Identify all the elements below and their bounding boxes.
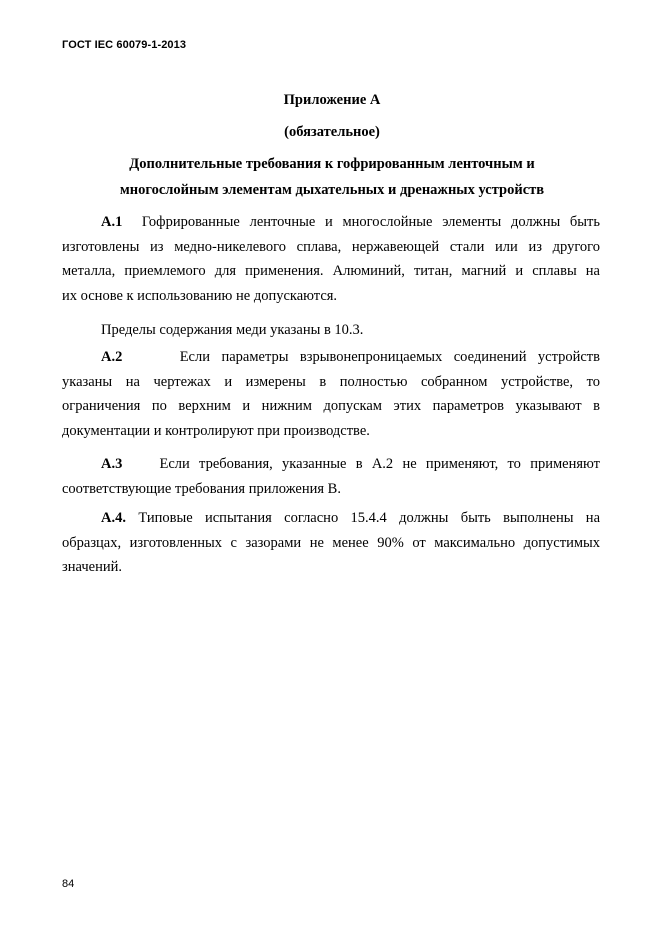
paragraph-text: Если параметры взрывонепроницаемых соединений устройств	[179, 349, 600, 365]
paragraph-a2	[62, 345, 600, 443]
clause-label: А.1	[101, 214, 123, 230]
paragraph-line	[62, 506, 600, 531]
annex-status: (обязательное)	[284, 124, 380, 140]
paragraph-text: Если требования, указанные в А.2 не применяют, то применяют	[159, 456, 601, 472]
paragraph-text: Гофрированные ленточные и многослойные элементы должны быть	[141, 214, 601, 230]
paragraph-line: металла, приемлемого для применения. Алюминий, титан, магний и сплавы на	[62, 263, 600, 279]
paragraph-line: документации и контролируют при производстве.	[62, 422, 370, 439]
paragraph-line	[62, 452, 600, 477]
page-number: 84	[62, 878, 75, 890]
clause-label: А.2	[101, 349, 123, 365]
paragraph-line: Пределы содержания меди указаны в 10.3.	[101, 322, 364, 338]
document-id-header: ГОСТ IEC 60079-1-2013	[62, 39, 187, 51]
paragraph-line: образцах, изготовленных с зазорами не менее 90% от максимально допустимых	[62, 534, 600, 551]
paragraph-line: изготовлены из медно-никелевого сплава, нержавеющей стали или из другого	[62, 238, 600, 255]
annex-title: Приложение А	[283, 92, 381, 108]
annex-heading-line-1: Дополнительные требования к гофрированным ленточным и	[129, 156, 535, 172]
clause-label: А.4.	[101, 510, 126, 526]
paragraph-line: значений.	[62, 559, 122, 575]
clause-label: А.3	[101, 456, 123, 472]
paragraph-a4	[62, 506, 600, 580]
paragraph-line: соответствующие требования приложения В.	[62, 480, 341, 497]
annex-heading-line-2: многослойным элементам дыхательных и дренажных устройств	[119, 182, 545, 198]
paragraph-line: ограничения по верхним и нижним допускам этих параметров указывают в	[62, 398, 600, 414]
paragraph-line	[62, 345, 600, 370]
paragraph-copper-limits	[62, 318, 600, 343]
paragraph-a3	[62, 452, 600, 501]
paragraph-a1	[62, 210, 600, 308]
paragraph-line: их основе к использованию не допускаются.	[62, 287, 338, 304]
paragraph-line: указаны на чертежах и измерены в полностью собранном устройстве, то	[62, 373, 600, 390]
paragraph-text: Типовые испытания согласно 15.4.4 должны быть выполнены на	[138, 510, 601, 526]
paragraph-line	[62, 210, 600, 235]
